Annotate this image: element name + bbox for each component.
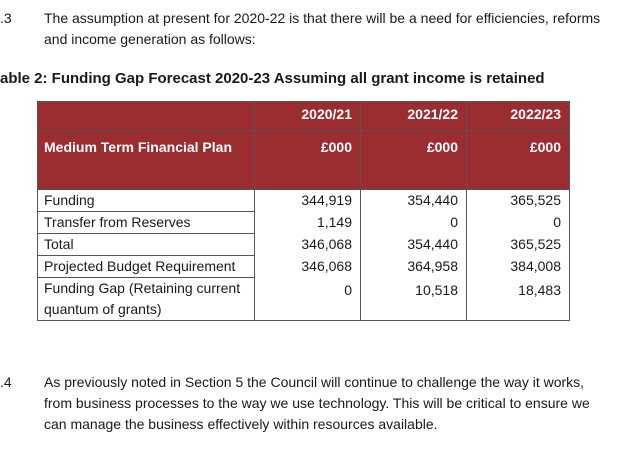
table-row <box>38 212 570 234</box>
row-value: 354,440 <box>361 234 467 256</box>
paragraph-text-line: can manage the business effectively within resources available. <box>44 416 438 432</box>
row-value: 384,008 <box>467 256 570 278</box>
table-row <box>38 278 570 321</box>
units-header: £000 <box>361 131 467 190</box>
row-label: Funding Gap (Retaining current quantum of grants) <box>38 278 255 321</box>
row-value: 0 <box>255 278 361 321</box>
row-value: 346,068 <box>255 256 361 278</box>
funding-gap-table <box>37 101 570 321</box>
paragraph-text-line: and income generation as follows: <box>44 31 256 47</box>
table-row <box>38 256 570 278</box>
row-value: 0 <box>361 212 467 234</box>
row-label: Projected Budget Requirement <box>38 256 255 278</box>
year-header: 2021/22 <box>361 102 467 131</box>
units-header: £000 <box>467 131 570 190</box>
paragraph-text-line: As previously noted in Section 5 the Council will continue to challenge the way it works, <box>44 374 585 390</box>
row-value: 1,149 <box>255 212 361 234</box>
row-header-title: Medium Term Financial Plan <box>38 131 255 190</box>
year-header: 2022/23 <box>467 102 570 131</box>
table-caption: able 2: Funding Gap Forecast 2020-23 Assuming all grant income is retained <box>0 70 545 87</box>
row-value: 365,525 <box>467 190 570 212</box>
row-value: 346,068 <box>255 234 361 256</box>
row-label: Transfer from Reserves <box>38 212 255 234</box>
row-value: 344,919 <box>255 190 361 212</box>
row-value: 0 <box>467 212 570 234</box>
row-value: 365,525 <box>467 234 570 256</box>
table-row <box>38 190 570 212</box>
paragraph-number: .3 <box>0 10 12 26</box>
row-value: 10,518 <box>361 278 467 321</box>
paragraph-number: .4 <box>0 374 12 390</box>
table-corner-cell <box>38 102 255 131</box>
row-label: Funding <box>38 190 255 212</box>
table-row <box>38 234 570 256</box>
year-header: 2020/21 <box>255 102 361 131</box>
units-header: £000 <box>255 131 361 190</box>
row-value: 354,440 <box>361 190 467 212</box>
row-value: 18,483 <box>467 278 570 321</box>
row-label: Total <box>38 234 255 256</box>
paragraph-text-line: from business processes to the way we use technology. This will be critical to ensure we <box>44 395 590 411</box>
row-value: 364,958 <box>361 256 467 278</box>
paragraph-text-line: The assumption at present for 2020-22 is that there will be a need for efficiencies, reforms <box>44 10 601 26</box>
